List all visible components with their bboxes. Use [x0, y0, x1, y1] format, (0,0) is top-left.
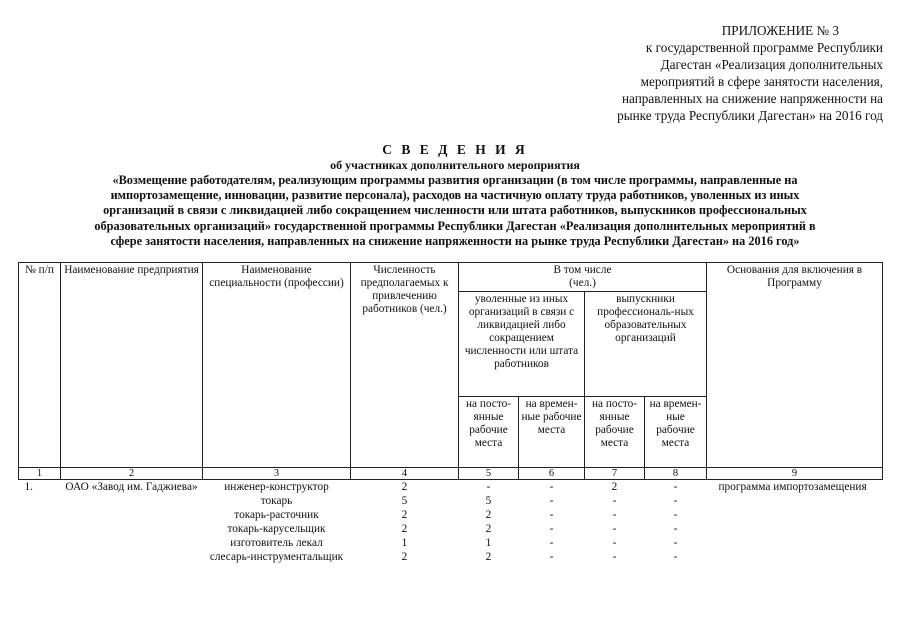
graduates-permanent-cell: - — [612, 551, 617, 563]
dismissed-temporary-cell: - — [549, 509, 554, 521]
count-cell: 2 — [401, 481, 408, 493]
graduates-temporary-cell: - — [673, 523, 678, 535]
dismissed-temporary-cell: - — [549, 551, 554, 563]
column-number: 1 — [19, 468, 61, 480]
column-number: 8 — [645, 468, 707, 480]
dismissed-permanent-cell: 2 — [485, 509, 492, 521]
specialty-cell: токарь-карусельщик — [227, 523, 326, 535]
count-cell: 1 — [401, 537, 408, 549]
document-header — [30, 141, 880, 249]
header-including-label: В том числе — [553, 264, 612, 276]
document-description — [30, 173, 880, 249]
count-cell: 2 — [401, 551, 408, 563]
row-number: 1. — [24, 481, 33, 493]
graduates-temporary-cell: - — [673, 509, 678, 521]
dismissed-temporary-cell: - — [549, 523, 554, 535]
header-num: № п/п — [19, 263, 61, 468]
specialty-cell: токарь — [260, 495, 293, 507]
document-title: С В Е Д Е Н И Я — [382, 142, 528, 157]
specialty-cell: изготовитель лекал — [230, 537, 323, 549]
appendix-line: к государственной программе Республики — [645, 40, 883, 55]
graduates-permanent-cell: - — [612, 537, 617, 549]
appendix-line: направленных на снижение напряженности на — [622, 91, 883, 106]
header-specialty: Наименование специальности (профессии) — [203, 263, 351, 468]
dismissed-temporary-cell: - — [549, 495, 554, 507]
dismissed-permanent-cell: - — [486, 481, 491, 493]
graduates-temporary-cell: - — [673, 551, 678, 563]
header-graduates-temporary: на времен-ные рабочие места — [645, 397, 707, 468]
dismissed-temporary-cell: - — [549, 537, 554, 549]
description-line: организаций в связи с ликвидацией либо сокращением численности или штата работников, выпускников профессиональных — [103, 203, 807, 218]
graduates-permanent-cell: - — [612, 509, 617, 521]
basis-cell: программа импортозамещения — [718, 481, 867, 493]
graduates-permanent-cell: - — [612, 495, 617, 507]
header-enterprise: Наименование предприятия — [61, 263, 203, 468]
graduates-permanent-cell: - — [612, 523, 617, 535]
dismissed-temporary-cell: - — [549, 481, 554, 493]
appendix-block — [563, 22, 883, 124]
header-basis: Основания для включения в Программу — [707, 263, 883, 468]
dismissed-permanent-cell: 2 — [485, 551, 492, 563]
column-number: 4 — [351, 468, 459, 480]
column-number: 2 — [61, 468, 203, 480]
document-subtitle: об участниках дополнительного мероприятия — [330, 158, 580, 172]
specialty-cell: инженер-конструктор — [224, 481, 329, 493]
dismissed-permanent-cell: 1 — [485, 537, 492, 549]
count-cell: 2 — [401, 509, 408, 521]
appendix-line: мероприятий в сфере занятости населения, — [640, 74, 883, 89]
column-number: 9 — [707, 468, 883, 480]
graduates-temporary-cell: - — [673, 495, 678, 507]
header-including — [459, 263, 707, 292]
column-number: 7 — [585, 468, 645, 480]
specialty-cell: слесарь-инструментальщик — [209, 551, 344, 563]
description-line: образовательных организаций» государственной программы Республики Дагестан «Реализация дополнительных мероприятий в — [94, 218, 816, 233]
appendix-line: рынке труда Республики Дагестан» на 2016 год — [617, 108, 883, 123]
appendix-title: ПРИЛОЖЕНИЕ № 3 — [721, 23, 839, 38]
participants-table — [18, 262, 883, 564]
dismissed-permanent-cell: 2 — [485, 523, 492, 535]
header-graduates: выпускники профессиональ-ных образовательных организаций — [585, 292, 707, 397]
count-cell: 2 — [401, 523, 408, 535]
description-line: импортозамещение, инновации, развитие персонала), расходов на частичную оплату труда работников, уволенных из иных — [110, 188, 800, 203]
table-row — [19, 480, 883, 495]
column-number: 3 — [203, 468, 351, 480]
graduates-temporary-cell: - — [673, 481, 678, 493]
graduates-temporary-cell: - — [673, 537, 678, 549]
description-line: «Возмещение работодателям, реализующим программы развития организации (в том числе программы, направленные на — [112, 173, 798, 187]
enterprise-name: ОАО «Завод им. Гаджиева» — [65, 481, 198, 493]
header-dismissed-temporary: на времен-ные рабочие места — [519, 397, 585, 468]
header-dismissed-permanent: на посто-янные рабочие места — [459, 397, 519, 468]
graduates-permanent-cell: 2 — [611, 481, 618, 493]
header-dismissed: уволенные из иных организаций в связи с ликвидацией либо сокращением численности или штата работников — [459, 292, 585, 397]
description-line: сфере занятости населения, направленных на снижение напряженности на рынке труда Республики Дагестан» на 2016 год» — [110, 233, 800, 248]
column-number: 6 — [519, 468, 585, 480]
column-number: 5 — [459, 468, 519, 480]
header-graduates-permanent: на посто-янные рабочие места — [585, 397, 645, 468]
header-including-unit: (чел.) — [569, 277, 596, 289]
appendix-line: Дагестан «Реализация дополнительных — [660, 57, 883, 72]
dismissed-permanent-cell: 5 — [485, 495, 492, 507]
specialty-cell: токарь-расточник — [234, 509, 319, 521]
header-count: Численность предполагаемых к привлечению работников (чел.) — [351, 263, 459, 468]
count-cell: 5 — [401, 495, 408, 507]
